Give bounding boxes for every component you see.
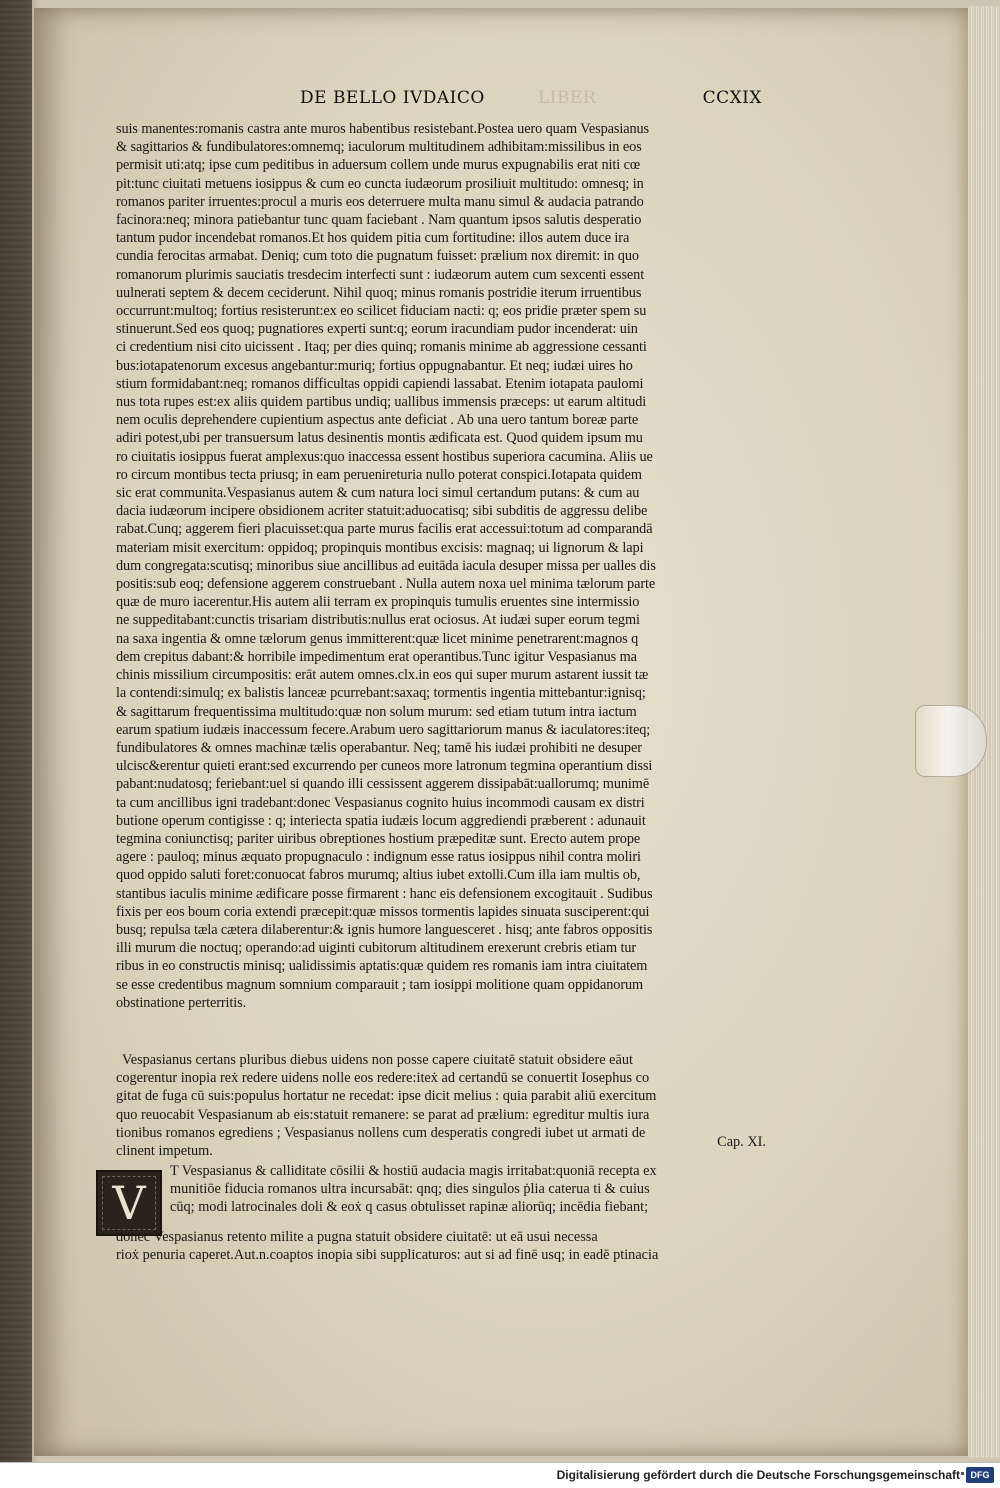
text-line: stium formidabant:neq; romanos difficultas oppidi capiendi lassabat. Etenim iotapata paulomi [116, 375, 644, 392]
text-line: busq; repulsa tæla cætera dilaberentur:& ignis humore languesceret . hisq; ante fabros oppositis [116, 921, 653, 938]
text-line: ne suppeditabant:cunctis trisariam distributis:nullus erat ociosus. At iudæi super eorum tegmi [116, 612, 640, 629]
footer-separator-icon [961, 1472, 964, 1475]
summary-line: quo reuocabit Vespasianum ab eis:statuit remanere: se parat ad prælium: egreditur multis iura [116, 1106, 650, 1123]
text-line: quod oppido saluti foret:conuocat fabros murumq; altius iubet extolli.Cum illa iam multis ob, [116, 867, 641, 884]
text-line: se esse credentibus magnum somnium comparauit ; tam iosippi molitione quam oppidanorum [116, 976, 644, 993]
text-line: ribus in eo constructis minisq; ualidissimis aptatis:quæ quidem res romanis iam intra ciuitatem [116, 958, 648, 975]
text-line: positis:sub eoq; defensione aggerem construebant . Nulla autem noxa uel minima tælorum parte [116, 576, 656, 593]
folio-number: CCXIX [702, 88, 762, 108]
text-line: pit:tunc ciuitati metuens iosippus & cum eo cuncta iudæorum prosiliuit multitudo: omnesq; in [116, 175, 644, 192]
running-title: DE BELLO IVDAICO [300, 88, 485, 108]
text-line: ro circum montibus tecta priusq; in eam peruenireturia nullo poterat conspici.Iotapata quidem [116, 466, 642, 483]
text-line: romanorum plurimis sauciatis tresdecim interfecti sunt : iudæorum autem cum sexcenti essent [116, 266, 645, 283]
text-line: & sagittarios & fundibulatores:omnemq; iaculorum multitudinem adhibitam:missilibus in eos [116, 139, 642, 156]
text-line: dacia iudæorum incipere obsidionem acriter statuit:aduocatisq; sibi subditis de aggressu delibe [116, 503, 648, 520]
initial-line: munitiōe fiducia romanos ultra incursabāt: qnq; dies singulos ṗlia caterua ti & cuius [170, 1181, 650, 1198]
text-line: na saxa ingentia & omne tælorum genus immitterent:quæ licet minime penetrarent:magnos q [116, 630, 639, 647]
text-line: cundia ferocitas armabat. Deniq; cum toto die pugnatum fuisset: prælium nox diremit: in quo [116, 248, 639, 265]
decorated-initial: V [96, 1170, 162, 1236]
text-line: la contendi:simulq; ex balistis lanceæ pcurrebant:saxaq; tormentis ingentia mittebantur:ignisq; [116, 685, 646, 702]
text-line: stinuerunt.Sed eos quoq; pugnatiores experti sunt:q; eorum iracundiam pudor incenderat: uin [116, 321, 638, 338]
text-line: sic erat communita.Vespasianus autem & cum natura loci simul certandum putans: & cum au [116, 485, 640, 502]
summary-line: Vespasianus certans pluribus diebus uidens non posse capere ciuitatē statuit obsidere eāut [122, 1052, 633, 1068]
initial-line: cūq; modi latrocinales doli & eoẋ q casus obtulisset rapinæ aliorūq; incēdia fiebant; [170, 1199, 649, 1216]
text-line: suis manentes:romanis castra ante muros habentibus resistebant.Postea uero quam Vespasianus [116, 121, 650, 137]
text-line: agere : pauloq; minus æquato propugnaculo : indignum esse ratus iosippus nihil contra moliri [116, 849, 641, 866]
text-line: stantibus iaculis minime ædificare posse firmarent : hanc eis defensionem excogitauit . Sudibus [116, 885, 653, 902]
text-line: rabat.Cunq; aggerem fieri placuisset:qua parte murus facilis erat accessui:totum ad comparandā [116, 521, 653, 538]
page-header [300, 88, 762, 110]
text-line: materiam misit exercitum: oppidoq; propinquis montibus excisis: magnaq; ui lignorum & lapi [116, 539, 644, 556]
text-line: occurrunt:multoq; fortius resisterunt:ex eo scilicet fiduciam nacti: q; eos pridie præter spem su [116, 303, 647, 320]
footer-credit: Digitalisierung gefördert durch die Deutsche Forschungsgemeinschaft [556, 1468, 960, 1482]
chapter-summary [116, 1051, 766, 1160]
chapter-label: Cap. XI. [717, 1134, 766, 1150]
post-initial-text [116, 1228, 766, 1264]
text-line: tantum pudor incendebat romanos.Et hos quidem pitia cum fortitudine: illos autem duce ira [116, 230, 630, 247]
summary-line: gitat de fuga cū suis:populus hortatur ne recedat: ipse dicit melius : quia parabit aliū exercitum [116, 1088, 657, 1105]
digitization-footer [0, 1462, 1000, 1488]
text-line: chinis missilium circumpositis: erāt autem omnes.clx.in eos qui super murum astarent iussit tæ [116, 667, 649, 684]
text-line: pabant:nudatosq; feriebant:uel si quando illi cessissent aggerem dissipabāt:uallorumq; munimē [116, 776, 650, 793]
text-line: adiri potest,ubi per transuersum latus desinentis montis ædificata est. Quod quidem ipsum mu [116, 430, 643, 447]
text-line: ulcisc&erentur quieti erant:sed excurrendo per cuneos more latronum tegmina operantium dissi [116, 758, 653, 775]
text-line: obstinatione perterritis. [116, 994, 247, 1011]
text-line: facinora:neq; minora patiebantur tunc quam faciebant . Nam quantum ipsos salutis desperatio [116, 212, 642, 229]
left-binding-edge [0, 0, 32, 1462]
summary-line: clinent impetum. [116, 1143, 213, 1160]
text-line: & sagittarum frequentissima multitudo:quæ non solum murum: sed etiam tutum intra iactum [116, 703, 637, 720]
text-line: tegmina coniunctisq; pariter uiribus obreptiones hostium præpeditæ sunt. Erecto autem prope [116, 830, 641, 847]
text-line: dum congregata:scutisq; minoribus siue ancillibus ad euitāda iacula desuper missa per ualles dis [116, 557, 656, 574]
text-line: nem oculis deprehendere cupientium aspectus ante deficiat . Ab una uero tantum boreæ parte [116, 412, 639, 429]
text-line: ci credentium nisi cito uicissent . Itaq; per dies quinq; romanis minime ab aggressione cessanti [116, 339, 647, 356]
text-line: dem crepitus dabant:& horribile impedimentum erat operantibus.Tunc igitur Vespasianus ma [116, 648, 637, 665]
initial-text-lines [170, 1162, 766, 1217]
text-line: rioẋ penuria caperet.Aut.n.coaptos inopia sibi supplicaturos: aut si ad finē usq; in eadē ptinacia [116, 1247, 659, 1264]
text-line: bus:iotapatenorum excesus angebantur:muriq; fortius oppugnabantur. Et neq; iudæi uires ho [116, 357, 633, 374]
text-line: fixis per eos boum coria extendi præcepit:quæ missos tormentis lapides sinuata susciperent:qui [116, 903, 650, 920]
text-line: ro ciuitatis iosippus fuerat amplexus:quo inaccessa essent hostibus superiora cacumina. Aliis ue [116, 448, 653, 465]
text-line: donec Vespasianus retento milite a pugna statuit obsidere ciuitatē: ut eā usui necessa [116, 1229, 598, 1245]
dfg-logo-icon: DFG [966, 1467, 994, 1483]
initial-line: T Vespasianus & calliditate cōsilii & hostiū audacia magis irritabat:quoniā recepta ex [170, 1163, 657, 1179]
text-line: fundibulatores & omnes machinæ tælis operabantur. Neq; tamē his iudæi prohibiti ne desuper [116, 739, 642, 756]
show-through-title: LIBER [538, 88, 597, 108]
text-line: uulnerati septem & decem ceciderunt. Nihil quoq; minus romanis postridie iterum irruentibus [116, 284, 642, 301]
text-line: nus tota rupes est:ex aliis quidem partibus undiq; uallibus immensis præceps: ut earum altitudi [116, 394, 647, 411]
text-line: permisit uti:atq; ipse cum peditibus in aduersum collem unde murus expugnabilis erat niti cœ [116, 157, 641, 174]
page-clip [915, 705, 987, 777]
text-line: illi murum die noctuq; operando:ad uiginti cubitorum altitudinem erexerunt crebris etiam tur [116, 940, 637, 957]
text-line: earum spatium iudæis inaccessum fecere.Arabum uero sagittariorum manus & iaculatores:iteq; [116, 721, 651, 738]
summary-line: tionibus romanos egrediens ; Vespasianus nollens cum desperatis congredi iubet ut armati de [116, 1124, 646, 1141]
text-line: butione operum contigisse : q; interiecta spatia iudæis locum aggrediendi præberent : adunauit [116, 812, 646, 829]
summary-line: cogerentur inopia reẋ redere uidens nolle eos redere:iteẋ ad certandū se conuertit Iosephus co [116, 1070, 650, 1087]
text-line: romanos pariter irruentes:procul a muris eos deterruere multa manu simul & audacia patrando [116, 193, 644, 210]
main-text-block [116, 120, 766, 1012]
text-line: ta cum ancillibus igni tradebant:donec Vespasianus cognito huius incommodi causam ex distri [116, 794, 645, 811]
text-line: quæ de muro iacerentur.His autem alii terram ex propinquis tumulis eruentes sine intermissio [116, 594, 640, 611]
